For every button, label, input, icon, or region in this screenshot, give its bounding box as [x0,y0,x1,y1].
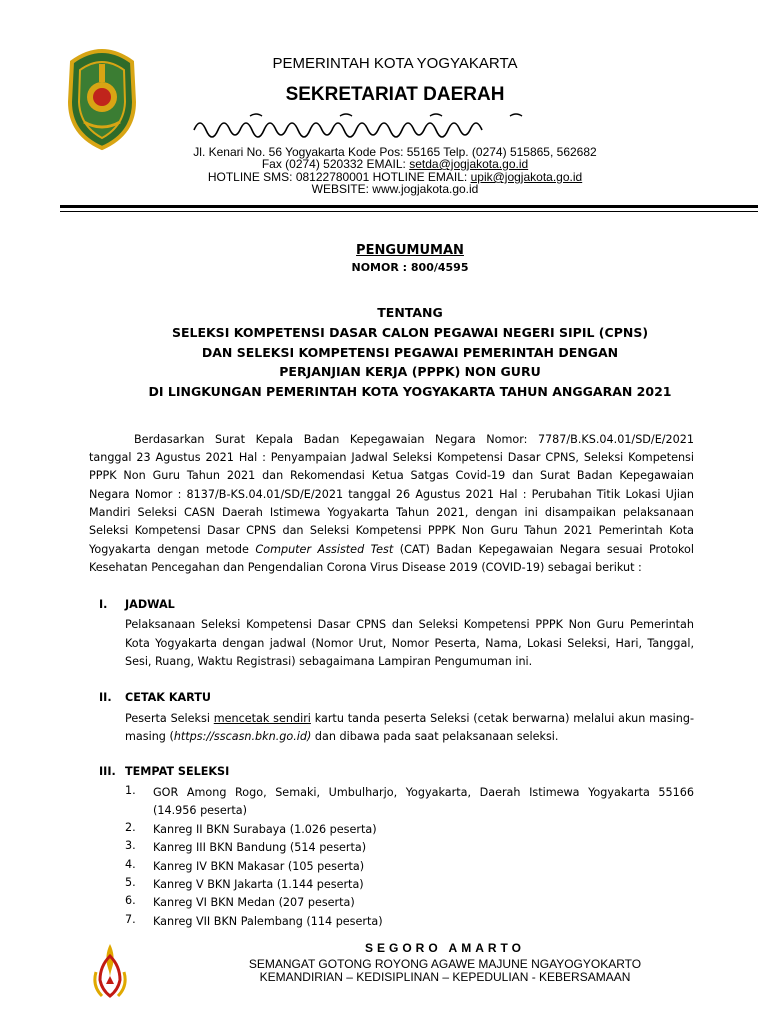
sscasn-link[interactable]: https://sscasn.bkn.go.id) [173,730,312,743]
location-item-continuation: (14.956 peserta) [153,804,247,817]
section-2-line-1 [125,710,694,728]
section-3-title: TEMPAT SELEKSI [125,765,230,778]
section-2-line-1-b: kartu tanda peserta Seleksi (cetak berwarna) melalui akun masing- [310,712,694,725]
location-item-number: 2. [125,821,136,834]
section-2-line-2-a: masing ( [125,730,174,743]
subject-line-4: DI LINGKUNGAN PEMERINTAH KOTA YOGYAKARTA TAHUN ANGGARAN 2021 [148,384,672,399]
intro-line-7-b: (CAT) Badan Kepegawaian Negara sesuai Protokol [393,543,694,556]
section-2-line-2 [125,728,694,746]
cat-method-italic: Computer Assisted Test [255,543,394,556]
section-1-line-1: Pelaksanaan Seleksi Kompetensi Dasar CPNS dan Seleksi Kompetensi PPPK Non Guru Pemerintah [125,618,694,631]
fax-email-line [150,158,640,170]
header-divider-thick [60,205,758,208]
intro-line-7-a: Yogyakarta dengan metode [89,543,256,556]
intro-line-6: Seleksi Kompetensi Dasar CPNS dan Seleksi Kompetensi PPPK Non Guru Tahun 2021 Pemerintah Kota [89,524,694,537]
section-3-numeral: III. [99,765,116,778]
footer-motto: SEGORO AMARTO [364,941,525,955]
location-item-number: 4. [125,858,136,871]
city-emblem-logo [64,42,140,152]
intro-line-3: PPPK Non Guru Tahun 2021 dan Rekomendasi Ketua Satgas Covid-19 dan Surat Badan Kepegawaian [89,469,694,482]
website-line: WEBSITE: www.jogjakota.go.id [311,182,479,196]
header-divider-thin [60,211,758,212]
footer-line-1: SEMANGAT GOTONG ROYONG AGAWE MAJUNE NGAYOGYOKARTO [248,957,642,971]
subject-line-3: PERJANJIAN KERJA (PPPK) NON GURU [279,364,541,379]
location-item-number: 7. [125,913,136,926]
javanese-script-heading [190,110,600,142]
subject-line-2: DAN SELEKSI KOMPETENSI PEGAWAI PEMERINTAH DENGAN [201,345,619,360]
setda-email-link[interactable]: setda@jogjakota.go.id [409,157,529,171]
intro-line-2: tanggal 23 Agustus 2021 Hal : Penyampaian Jadwal Seleksi Kompetensi Dasar CPNS, Seleksi Kompetensi [89,451,694,464]
location-item-text: Kanreg VI BKN Medan (207 peserta) [153,896,355,909]
location-item-number: 1. [125,784,136,797]
intro-line-7 [89,541,694,559]
intro-line-4: Negara Nomor : 8137/B-KS.04.01/SD/E/2021 tanggal 26 Agustus 2021 Hal : Perubahan Titik Lokasi Ujian [89,488,694,501]
location-item-number: 5. [125,876,136,889]
print-yourself-emphasis: mencetak sendiri [213,712,311,725]
segoro-amarto-logo [90,942,130,1000]
intro-line-1: Berdasarkan Surat Kepala Badan Kepegawaian Negara Nomor: 7787/B.KS.04.01/SD/E/2021 [134,433,694,446]
section-2-line-1-a: Peserta Seleksi [125,712,214,725]
location-item-text: GOR Among Rogo, Semaki, Umbulharjo, Yogyakarta, Daerah Istimewa Yogyakarta 55166 [153,786,694,799]
fax-email-text: Fax (0274) 520332 EMAIL: [261,157,410,171]
subject-line-1: SELEKSI KOMPETENSI DASAR CALON PEGAWAI NEGERI SIPIL (CPNS) [171,325,649,340]
footer-line-2: KEMANDIRIAN – KEDISIPLINAN – KEPEDULIAN - KEBERSAMAAN [259,970,631,984]
location-item-text: Kanreg IV BKN Makasar (105 peserta) [153,860,365,873]
section-1-numeral: I. [99,598,108,611]
announcement-title [60,241,760,259]
department-name: SEKRETARIAT DAERAH [285,84,505,105]
address-line: Jl. Kenari No. 56 Yogyakarta Kode Pos: 55165 Telp. (0274) 515865, 562682 [193,145,597,159]
about-heading: TENTANG [377,305,443,320]
location-item-text: Kanreg III BKN Bandung (514 peserta) [153,841,367,854]
section-2-line-2-b: dan dibawa pada saat pelaksanaan seleksi. [311,730,559,743]
section-2-numeral: II. [99,691,112,704]
location-item-text: Kanreg V BKN Jakarta (1.144 peserta) [153,878,364,891]
announcement-number: NOMOR : 800/4595 [351,261,469,274]
location-item-number: 3. [125,839,136,852]
section-2-title: CETAK KARTU [125,691,211,704]
location-item-text: Kanreg II BKN Surabaya (1.026 peserta) [153,823,377,836]
location-item-number: 6. [125,894,136,907]
section-1-line-3: Sesi, Ruang, Waktu Registrasi) sebagaimana Lampiran Pengumuman ini. [125,655,533,668]
intro-line-5: Mandiri Seleksi CASN Daerah Istimewa Yogyakarta Tahun 2021, dengan ini disampaikan pelaksanaan [89,506,694,519]
announcement-title-text: PENGUMUMAN [356,243,464,258]
hotline-text: HOTLINE SMS: 08122780001 HOTLINE EMAIL: [207,170,471,184]
upik-email-link[interactable]: upik@jogjakota.go.id [470,170,583,184]
government-name: PEMERINTAH KOTA YOGYAKARTA [272,55,518,72]
location-item-text: Kanreg VII BKN Palembang (114 peserta) [153,915,383,928]
section-1-line-2: Kota Yogyakarta dengan jadwal (Nomor Urut, Nomor Peserta, Nama, Lokasi Seleksi, Hari, Tanggal, [125,637,694,650]
section-1-title: JADWAL [125,598,175,611]
intro-line-8: Kesehatan Pencegahan dan Pengendalian Corona Virus Disease 2019 (COVID-19) sebagai berikut : [89,561,642,574]
